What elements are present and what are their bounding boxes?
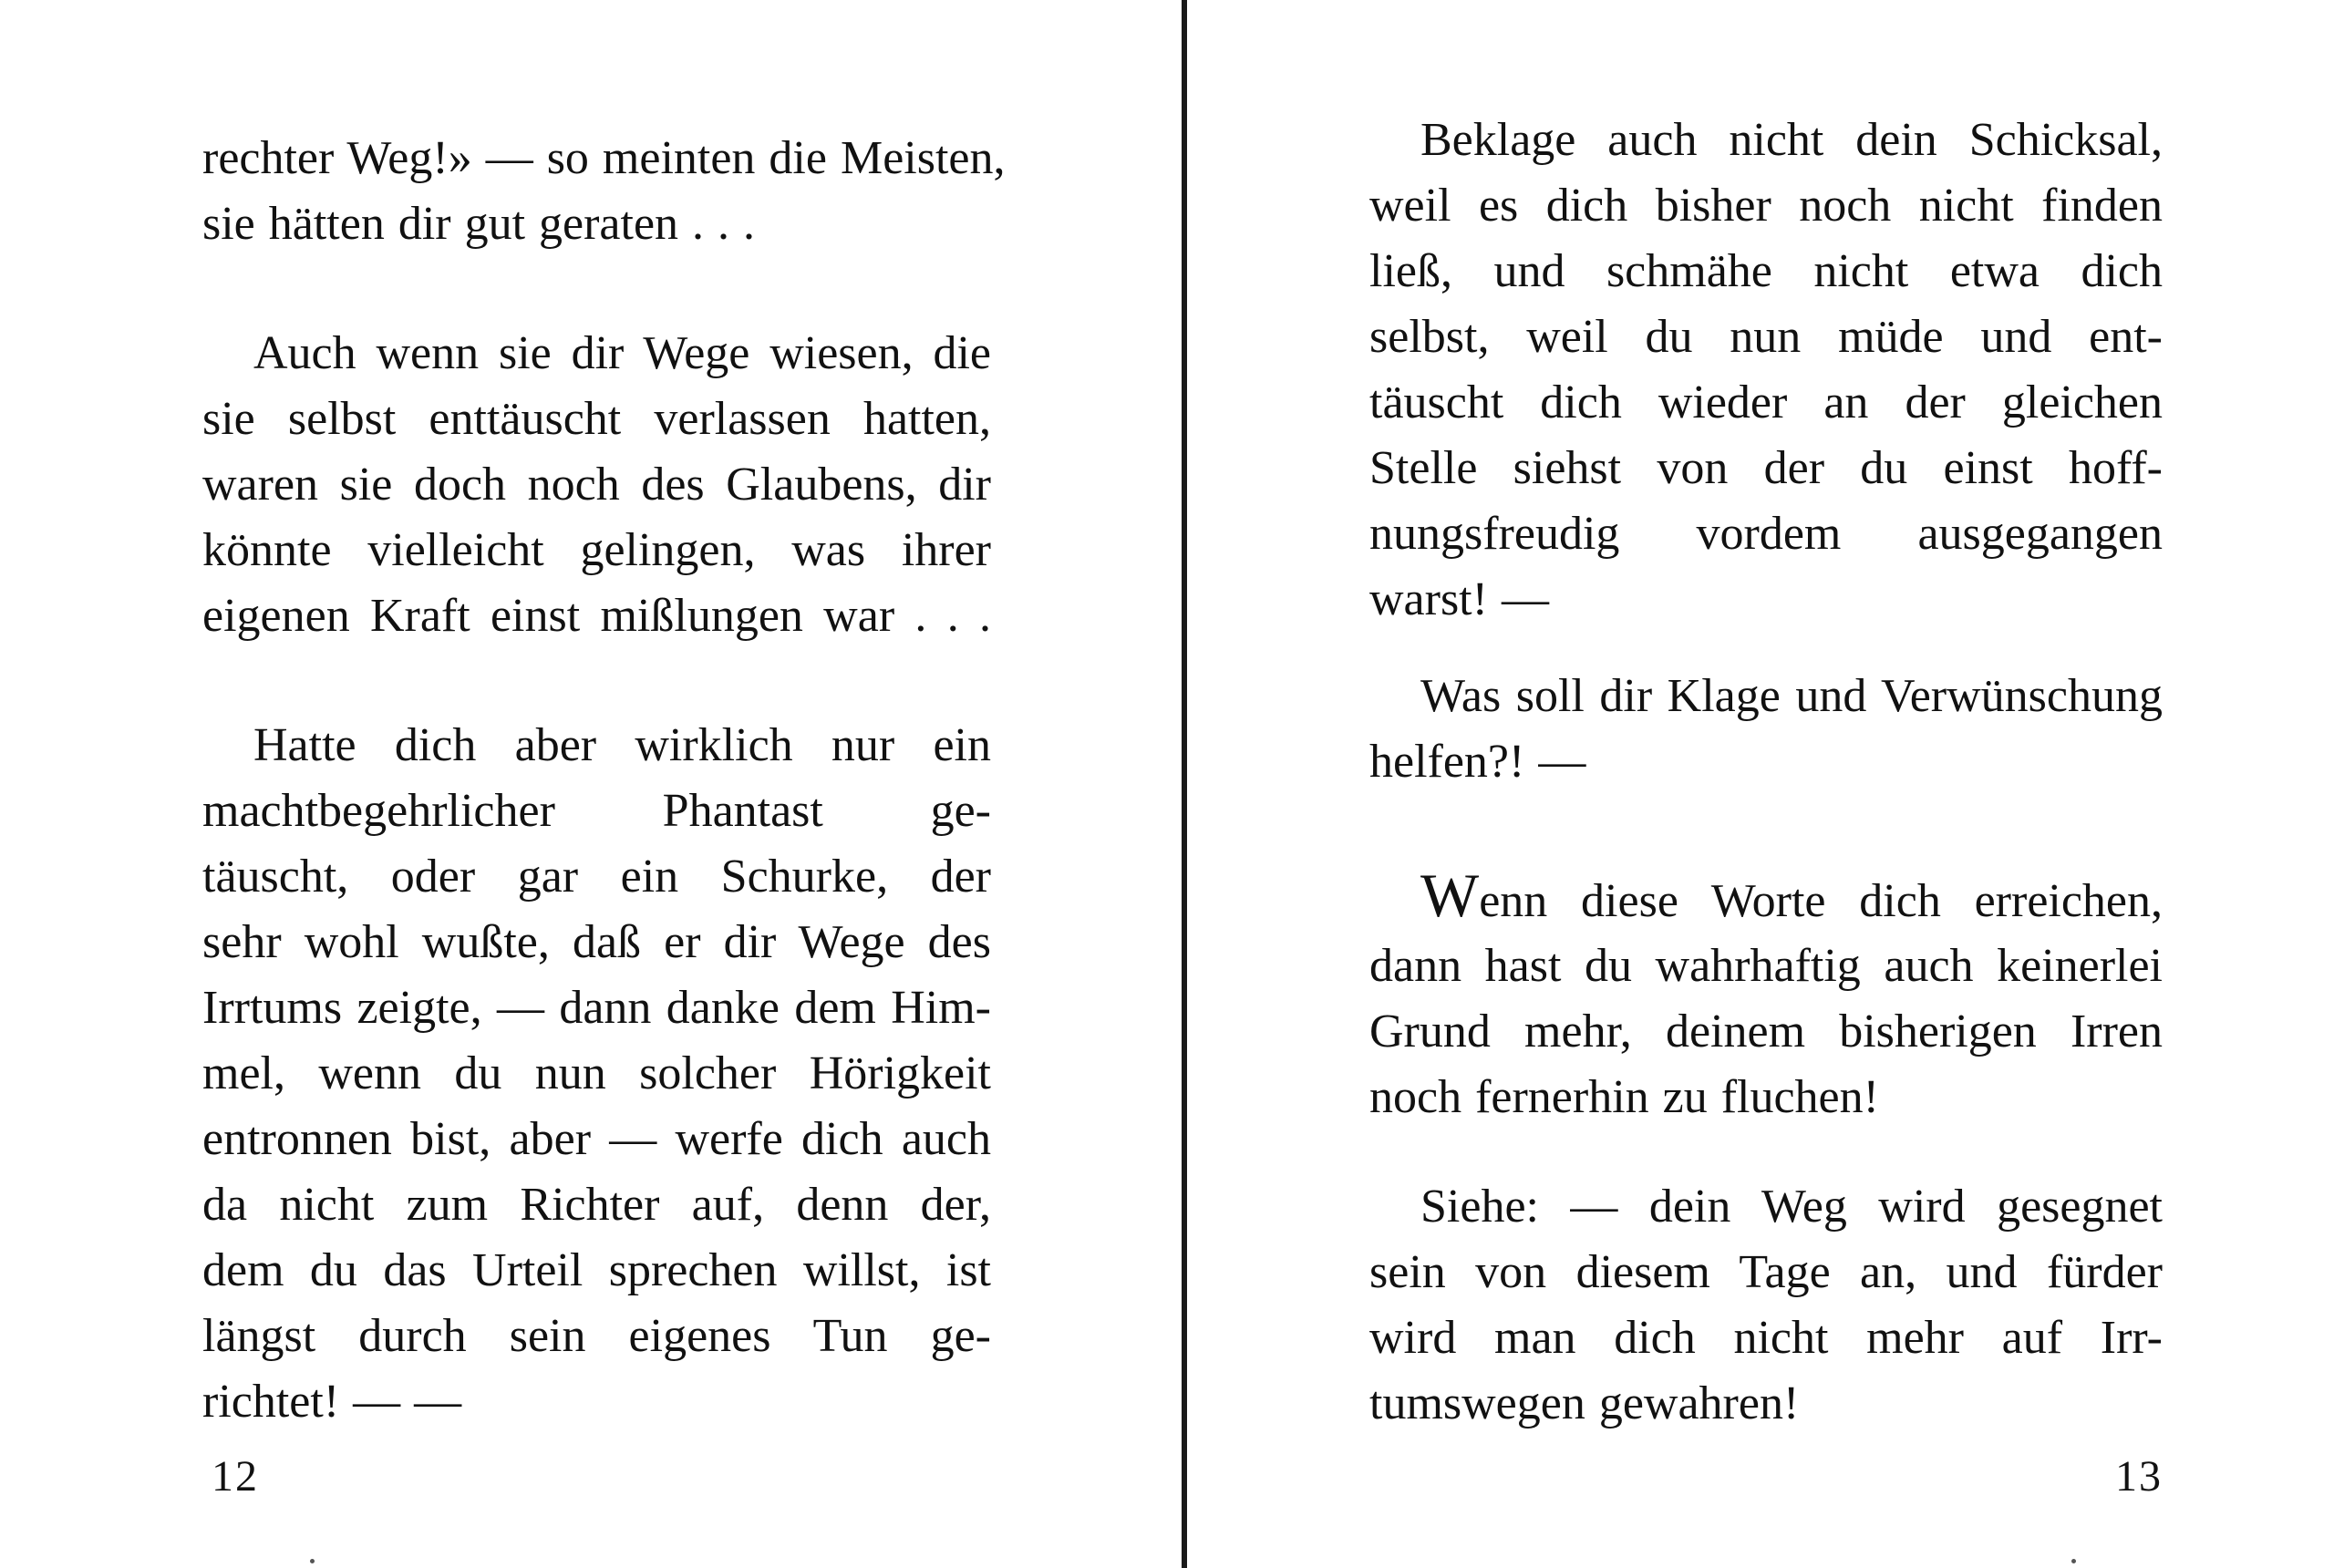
text-line [1369,861,2163,934]
text-line: dann hast du wahrhaftig auch keinerlei [1369,940,2163,992]
text-line: da nicht zum Richter auf, denn der, [202,1179,991,1231]
text-line: Irrtums zeigte, — dann danke dem Him- [202,982,991,1034]
drop-cap: W [1420,861,1480,930]
text-line-rest: enn diese Worte dich erreichen, [1479,875,2163,927]
text-line: dem du das Urteil sprechen willst, ist [202,1244,991,1296]
text-line: sehr wohl wußte, daß er dir Wege des [202,916,991,968]
text-line: längst durch sein eigenes Tun ge- [202,1310,991,1362]
text-line: nungsfreudig vordem ausgegangen [1369,508,2163,560]
text-line: Hatte dich aber wirklich nur ein [253,719,991,771]
text-line: Beklage auch nicht dein Schicksal, [1420,114,2163,166]
text-line: sie hätten dir gut geraten . . . [202,198,756,250]
text-line: tumswegen gewahren! [1369,1377,1800,1429]
text-line: sie selbst enttäuscht verlassen hatten, [202,393,991,445]
page-number: 13 [2115,1452,2163,1501]
right-paragraph-4 [1369,1174,2163,1437]
text-line: warst! — [1369,573,1549,625]
text-line: eigenen Kraft einst mißlungen war . . . [202,590,991,642]
text-line: machtbegehrlicher Phantast ge- [202,785,991,837]
text-line: wird man dich nicht mehr auf Irr- [1369,1312,2163,1364]
text-line: helfen?! — [1369,736,1586,788]
text-line: täuscht, oder gar ein Schurke, der [202,851,991,903]
left-paragraph-1 [202,126,1006,257]
right-paragraph-2 [1369,664,2163,795]
right-paragraph-1 [1369,108,2163,633]
text-line: Siehe: — dein Weg wird gesegnet [1420,1181,2163,1233]
text-line: Auch wenn sie dir Wege wiesen, die [253,327,991,379]
left-paragraph-3 [202,713,991,1435]
text-line: rechter Weg!» — so meinten die Meisten, [202,132,1006,184]
text-line: Stelle siehst von der du einst hoff- [1369,442,2163,494]
text-line: täuscht dich wieder an der gleichen [1369,377,2163,428]
text-line: selbst, weil du nun müde und ent- [1369,311,2163,363]
right-paragraph-3 [1369,861,2163,1130]
text-line: entronnen bist, aber — werfe dich auch [202,1113,991,1165]
text-line: waren sie doch noch des Glaubens, dir [202,459,991,511]
text-line: ließ, und schmähe nicht etwa dich [1369,245,2163,297]
text-line: richtet! — — [202,1376,462,1428]
text-line: Was soll dir Klage und Verwünschung [1420,670,2163,722]
text-line: Grund mehr, deinem bisherigen Irren [1369,1006,2163,1057]
text-line: mel, wenn du nun solcher Hörigkeit [202,1047,991,1099]
text-line: noch fernerhin zu fluchen! [1369,1071,1879,1123]
right-page [1369,0,2163,1568]
left-paragraph-2 [202,321,991,649]
text-line: weil es dich bisher noch nicht finden [1369,180,2163,232]
book-gutter [1182,0,1187,1568]
scan-speck [310,1559,315,1563]
text-line: sein von diesem Tage an, und fürder [1369,1246,2163,1298]
left-page [202,0,1006,1568]
text-line: könnte vielleicht gelingen, was ihrer [202,524,991,576]
page-number: 12 [212,1452,259,1501]
